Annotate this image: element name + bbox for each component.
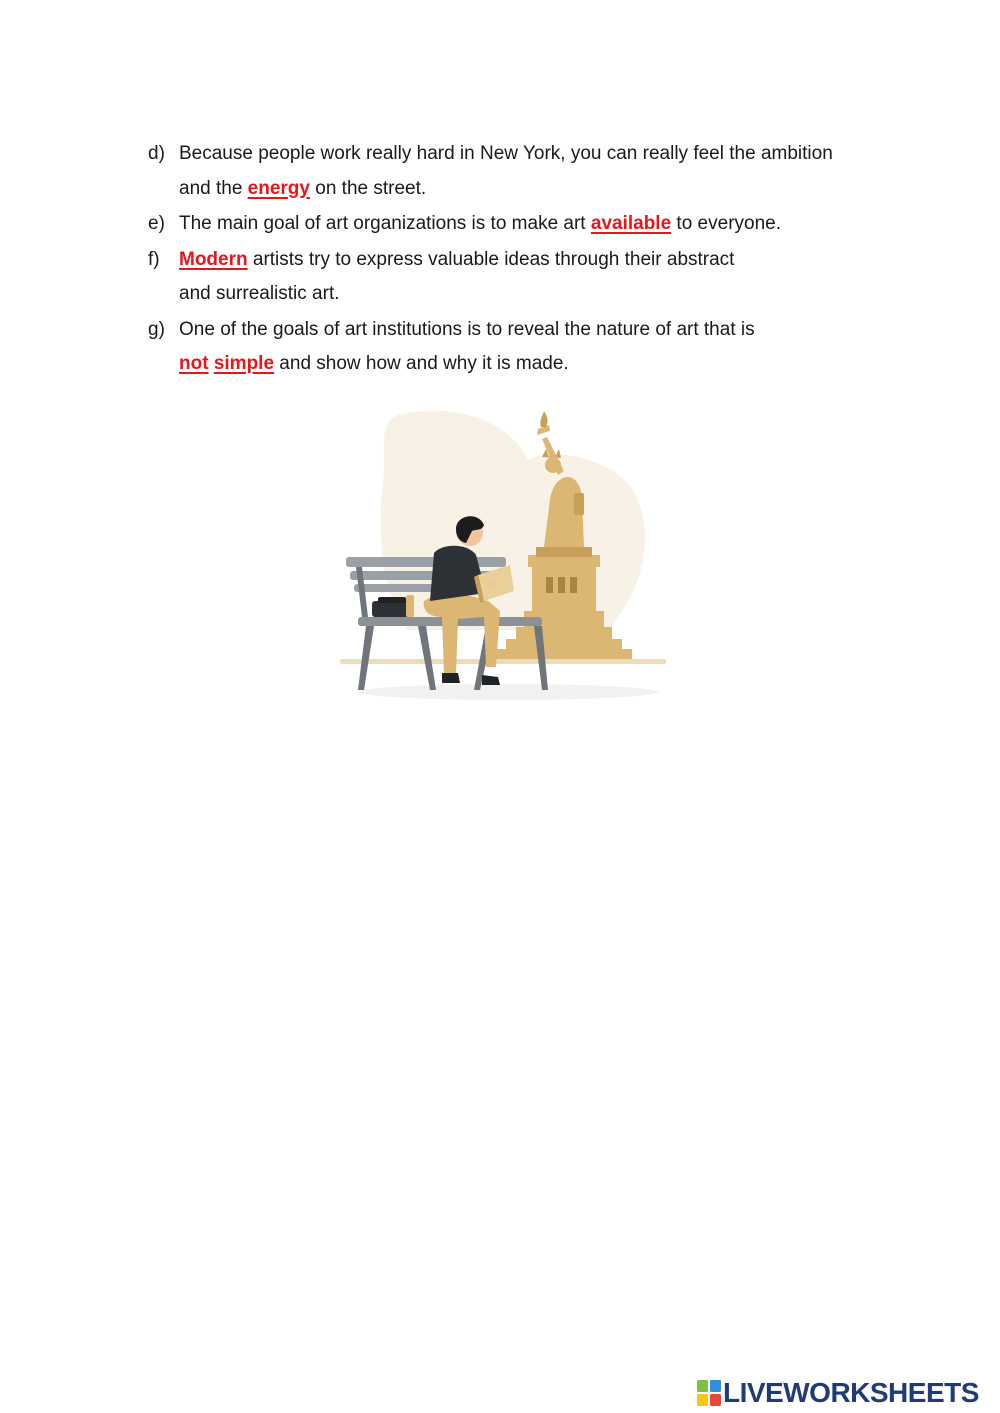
item-line: [179, 313, 755, 348]
exercise-item: [148, 313, 908, 382]
sentence-text: on the street.: [309, 177, 427, 199]
item-line: [179, 137, 833, 172]
ground-shadow: [358, 684, 658, 700]
item-line: [179, 277, 734, 312]
sentence-text: One of the goals of art institutions is to reveal the nature of art that is: [179, 318, 755, 340]
bag: [372, 595, 414, 617]
answer-word: not: [179, 353, 209, 374]
background-blob: [380, 411, 645, 630]
liveworksheets-brand-text: LIVEWORKSHEETS: [723, 1377, 979, 1408]
exercise-item: [148, 243, 908, 312]
sentence-text: and the: [179, 177, 248, 199]
answer-word: Modern: [179, 248, 248, 270]
sentence-text: and surrealistic art.: [179, 283, 340, 304]
item-letter: f): [148, 248, 160, 270]
liveworksheets-logo[interactable]: [697, 1377, 979, 1409]
ground-line: [340, 659, 666, 664]
item-text: [179, 313, 755, 382]
item-text: [179, 207, 781, 242]
answer-word: simple: [213, 353, 275, 374]
person-sketching-statue-of-liberty-illustration: [338, 405, 668, 703]
item-line: [179, 347, 755, 382]
sentence-text: The main goal of art organizations is to make art: [179, 213, 591, 234]
answer-word: available: [590, 213, 672, 234]
item-letter: d): [148, 143, 165, 164]
item-line: [179, 207, 781, 242]
answer-word: energy: [247, 177, 310, 199]
item-text: [179, 137, 833, 206]
liveworksheets-logo-icon: [697, 1380, 721, 1406]
item-letter: g): [148, 318, 165, 340]
item-text: [179, 243, 734, 312]
item-line: [179, 172, 833, 207]
sentence-text: to everyone.: [671, 213, 781, 234]
sentence-text: artists try to express valuable ideas through their abstract: [247, 248, 735, 270]
item-line: [179, 243, 734, 278]
item-letter: e): [148, 213, 165, 234]
exercise-item: [148, 207, 908, 242]
sentence-text: Because people work really hard in New York, you can really feel the ambition: [179, 143, 833, 164]
exercise-item: [148, 137, 908, 206]
exercise-list: [148, 137, 908, 382]
sentence-text: and show how and why it is made.: [274, 353, 569, 374]
